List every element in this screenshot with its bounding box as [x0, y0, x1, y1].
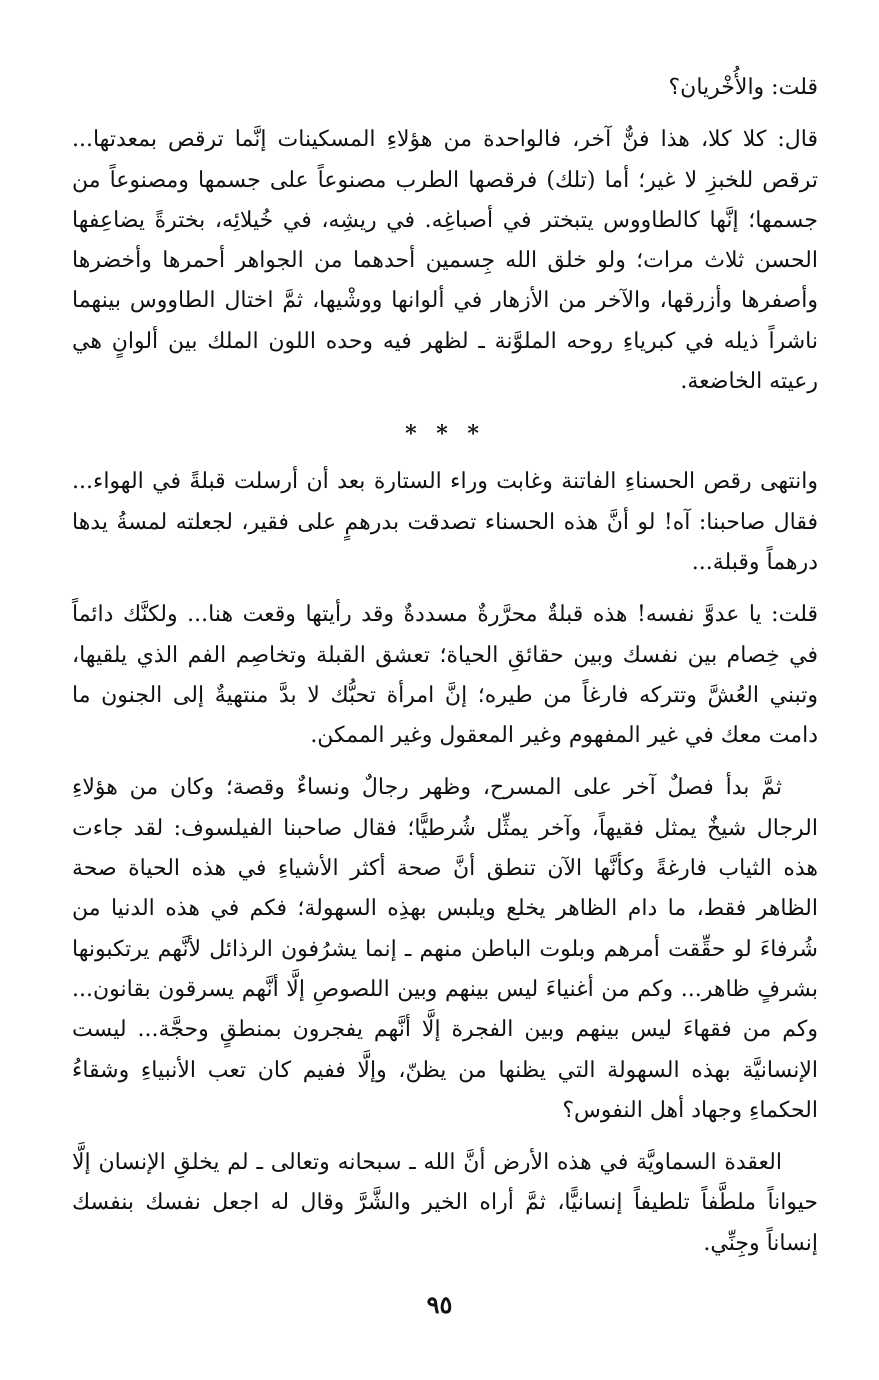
- paragraph-peacock: قال: كلا كلا، هذا فنٌّ آخر، فالواحدة من هؤلاءِ المسكينات إنَّما ترقص بمعدتها... ترقص للخبزِ لا غير؛ أما (تلك) فرقصها الطرب مصنوعاً على جسمها ومصنوعاً من جسمها؛ إنَّها كالطاووس يتبختر في أصباغِه. في ريشِه، في خُيلائِه، بخترةً يضاعِفها الحسن ثلاث مرات؛ ولو خلق الله جِسمين أحدهما من الجواهر أحمرها وأخضرها وأصفرها وأزرقها، والآخر من الأزهار في ألوانها ووشْيها، ثمَّ اختال الطاووس بينهما ناشراً ذيله في كبرياءِ روحه الملوَّنة ـ لظهر فيه وحده اللون الملك بين ألوانٍ هي رعيته الخاضعة.: [72, 127, 818, 395]
- page-number: ٩٥: [426, 1290, 453, 1319]
- paragraph-question: قلت: والأُخْريان؟: [668, 75, 818, 100]
- section-separator: * * *: [405, 421, 485, 448]
- body-text: [72, 68, 818, 1276]
- paragraph-heavenly-knot: العقدة السماويَّة في هذه الأرض أنَّ الله ـ سبحانه وتعالى ـ لم يخلقِ الإنسان إلَّا حيواناً ملطَّفاً تلطيفاً إنسانيًّا، ثمَّ أراه الخير والشَّرَّ وقال له اجعل نفسك بنفسك إنساناً وجِنِّي.: [72, 1150, 818, 1256]
- paragraph-theater: ثمَّ بدأ فصلٌ آخر على المسرح، وظهر رجالٌ ونساءٌ وقصة؛ وكان من هؤلاءِ الرجال شيخٌ يمثل فقيهاً، وآخر يمثِّل شُرطيًّا؛ فقال صاحبنا الفيلسوف: لقد جاءت هذه الثياب فارغةً وكأنَّها الآن تنطق أنَّ صحة أكثر الأشياءِ في هذه الحياة صحة الظاهر فقط، ما دام الظاهر يخلع ويلبس بهذِه السهولة؛ فكم في هذه الدنيا من شُرفاءَ لو حقِّقت أمرهم وبلوت الباطن منهم ـ إنما يشرُفون الرذائل لأنَّهم يرتكبونها بشرفٍ ظاهر... وكم من أغنياءَ ليس بينهم وبين اللصوصِ إلَّا أنَّهم يسرقون بقانون... وكم من فقهاءَ ليس بينهم وبين الفجرة إلَّا أنَّهم يفجرون بمنطقٍ وحجَّة... ليست الإنسانيَّة بهذه السهولة التي يظنها من يظنّ، وإلَّا ففيم كان تعب الأنبياءِ وشقاءُ الحكماءِ وجهاد أهل النفوس؟: [72, 775, 818, 1123]
- paragraph-kiss: قلت: يا عدوَّ نفسه! هذه قبلةٌ محرَّرةٌ مسددةٌ وقد رأيتها وقعت هنا... ولكنَّك دائماً في خِصام بين نفسك وبين حقائقِ الحياة؛ تعشق القبلة وتخاصِم الفم الذي يلقيها، وتبني العُشَّ وتتركه فارغاً من طيره؛ إنَّ امرأة تحبُّك لا بدَّ منتهيةٌ إلى الجنون ما دامت معك في غير المفهوم وغير المعقول وغير الممكن.: [72, 602, 818, 749]
- paragraph-dance-end: وانتهى رقص الحسناءِ الفاتنة وغابت وراء الستارة بعد أن أرسلت قبلةً في الهواء... فقال صاحبنا: آه! لو أنَّ هذه الحسناء تصدقت بدرهمٍ على فقير، لجعلته لمسةُ يدها درهماً وقبلة...: [72, 469, 818, 575]
